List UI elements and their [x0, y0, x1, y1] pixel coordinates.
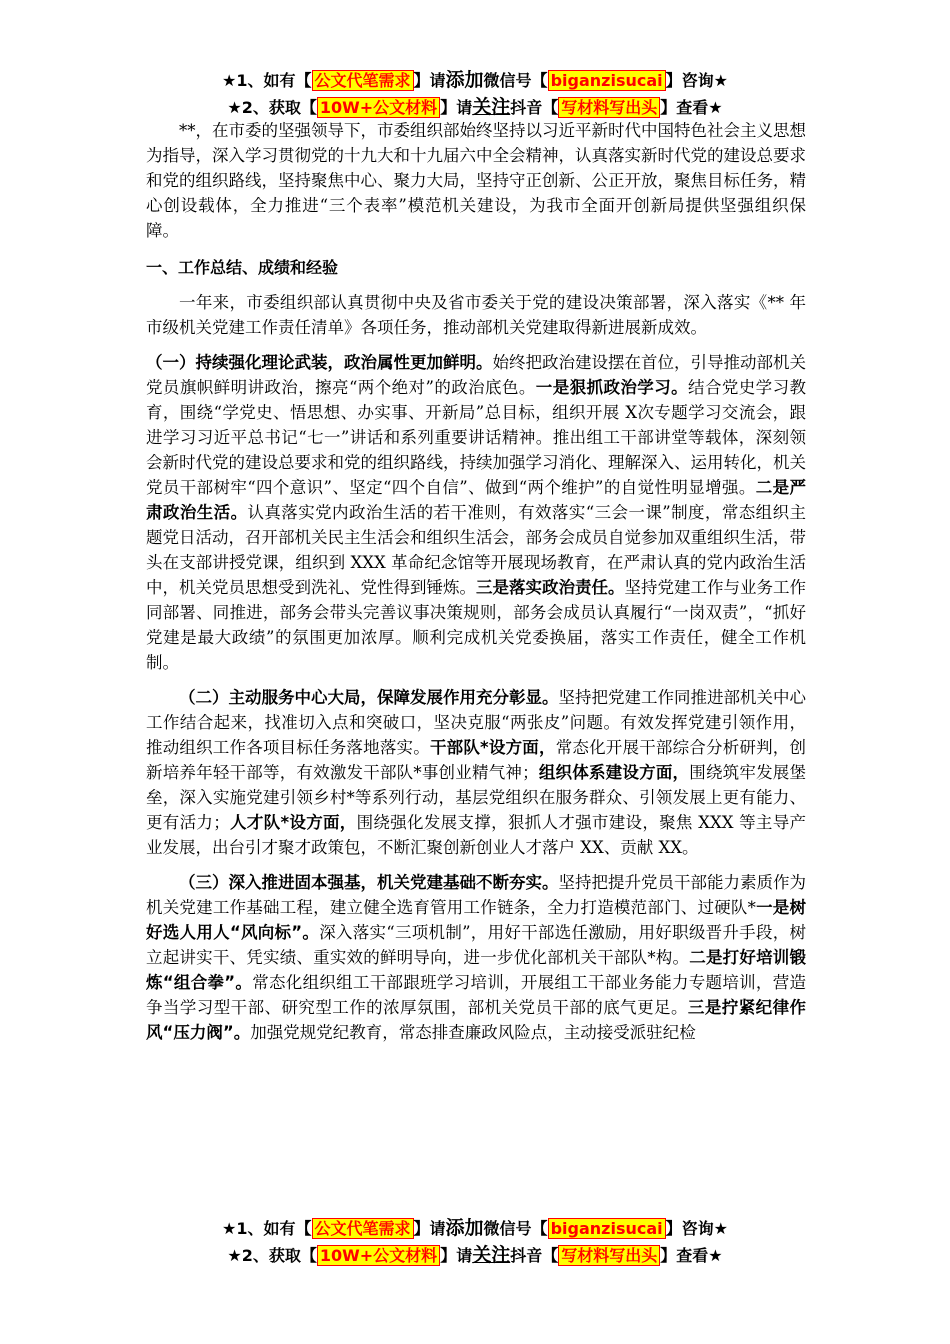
promo-highlight: 10W+公文材料	[317, 97, 440, 118]
section-2-paragraph: （二）主动服务中心大局，保障发展作用充分彰显。坚持把党建工作同推进部机关中心工作结合起来，找准切入点和突破口，坚决克服“两张皮”问题。有效发挥党建引领作用，推动组织工作各项目标任务落地落实。干部队*设方面，常态化开展干部综合分析研判，创新培养年轻干部等，有效激发干部队*事创业精气神；组织体系建设方面，围绕筑牢发展堡垒，深入实施党建引领乡村*等系列行动，基层党组织在服务群众、引领发展上更有能力、更有活力；人才队*设方面，围绕强化发展支撑，狠抓人才强市建设，聚焦 XXX 等主导产业发展，出台引才聚才政策包，不断汇聚创新创业人才落户 XX、贡献 XX。	[146, 688, 807, 857]
document-body	[146, 118, 806, 1045]
promo-line-2: ★2、获取【 10W+公文材料 】请关注抖音【 写材料写出头 】查看★	[227, 1244, 723, 1266]
promo-line-2: ★2、获取【 10W+公文材料 】请关注抖音【 写材料写出头 】查看★	[227, 96, 723, 118]
promo-line-1: ★1、如有【 公文代笔需求 】请添加微信号【 biganzisucai 】咨询★	[222, 69, 728, 91]
promo-douyin-id: 写材料写出头	[558, 1245, 660, 1266]
footer-promo-banner	[0, 1215, 950, 1269]
section-3-paragraph: （三）深入推进固本强基，机关党建基础不断夯实。坚持把提升党员干部能力素质作为机关党建工作基础工程，建立健全选育管用工作链条，全力打造模范部门、过硬队*一是树好选人用人“风向标”。深入落实“三项机制”，用好干部选任激励，用好职级晋升手段，树立起讲实干、凭实绩、重实效的鲜明导向，进一步优化部机关干部队*构。二是打好培训锻炼“组合拳”。常态化组织组工干部跟班学习培训，开展组工干部业务能力专题培训，营造争当学习型干部、研究型工作的浓厚氛围，部机关党员干部的底气更足。三是拧紧纪律作风“压力阀”。加强党规党纪教育，常态排查廉政风险点，主动接受派驻纪检	[146, 873, 807, 1042]
promo-line-1: ★1、如有【 公文代笔需求 】请添加微信号【 biganzisucai 】咨询★	[222, 1217, 728, 1239]
promo-wechat-id: biganzisucai	[548, 70, 666, 91]
summary-paragraph: 一年来，市委组织部认真贯彻中央及省市委关于党的建设决策部署，深入落实《** 年市级机关党建工作责任清单》各项任务，推动部机关党建取得新进展新成效。	[146, 293, 806, 337]
intro-paragraph: **，在市委的坚强领导下，市委组织部始终坚持以习近平新时代中国特色社会主义思想为指导，深入学习贯彻党的十九大和十九届六中全会精神，认真落实新时代党的建设总要求和党的组织路线，坚持聚焦中心、聚力大局，坚持守正创新、公正开放，聚焦目标任务，精心创设载体，全力推进“三个表率”模范机关建设，为我市全面开创新局提供坚强组织保障。	[146, 121, 806, 240]
header-promo-banner	[0, 67, 950, 121]
promo-highlight: 公文代笔需求	[312, 1218, 414, 1239]
section-1-paragraph: （一）持续强化理论武装，政治属性更加鲜明。始终把政治建设摆在首位，引导推动部机关党员旗帜鲜明讲政治，擦亮“两个绝对”的政治底色。一是狠抓政治学习。结合党史学习教育，围绕“学党史、悟思想、办实事、开新局”总目标，组织开展 X次专题学习交流会，跟进学习习近平总书记“七一”讲话和系列重要讲话精神。推出组工干部讲堂等载体，深刻领会新时代党的建设总要求和党的组织路线，持续加强学习消化、理解深入、运用转化，机关党员干部树牢“四个意识”、坚定“四个自信”、做到“两个维护”的自觉性明显增强。二是严肃政治生活。认真落实党内政治生活的若干准则，有效落实“三会一课”制度，常态组织主题党日活动，召开部机关民主生活会和组织生活会，部务会成员自觉参加双重组织生活，带头在支部讲授党课，组织到 XXX 革命纪念馆等开展现场教育，在严肃认真的党内政治生活中，机关党员思想受到洗礼、党性得到锤炼。三是落实政治责任。坚持党建工作与业务工作同部署、同推进，部务会带头完善议事决策规则，部务会成员认真履行“一岗双责”，“抓好党建是最大政绩”的氛围更加浓厚。顺利完成机关党委换届，落实工作责任，健全工作机制。	[146, 353, 807, 672]
promo-highlight: 10W+公文材料	[317, 1245, 440, 1266]
promo-wechat-id: biganzisucai	[548, 1218, 666, 1239]
section-heading: 一、工作总结、成绩和经验	[146, 258, 339, 277]
promo-douyin-id: 写材料写出头	[558, 97, 660, 118]
promo-highlight: 公文代笔需求	[312, 70, 414, 91]
